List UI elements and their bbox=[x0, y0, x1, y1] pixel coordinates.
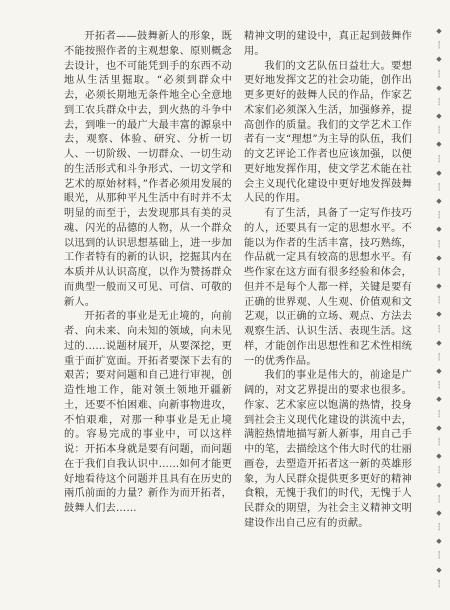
edge-mark: ┆ bbox=[436, 579, 442, 588]
edge-mark: ┆ bbox=[436, 551, 442, 560]
right-paragraph-2: 我们的文艺队伍日益壮大。要想更好地发挥文艺的社会功能，创作出更多更好的鼓舞人民的作品，作家艺术家们必须深入生活，加强修养，提高创作的质量。我们的文学艺术工作者有一支“理想”为主导的队伍，我们的文艺评论工作者也应该加强，以便更好地发挥作用，使文学艺术能在社会主义现代化建设中更好地发挥鼓舞人民的作用。 bbox=[244, 60, 412, 205]
edge-mark: ┆ bbox=[436, 41, 442, 50]
right-paragraph-1: 精神文明的建设中，真正起到鼓舞作用。 bbox=[244, 31, 412, 57]
edge-mark: ┆ bbox=[436, 437, 442, 446]
edge-mark: ◆ bbox=[436, 565, 442, 574]
edge-mark: ◆ bbox=[436, 112, 442, 121]
edge-mark: ┆ bbox=[436, 69, 442, 78]
edge-mark: ◆ bbox=[436, 140, 442, 149]
edge-mark: ┆ bbox=[436, 126, 442, 135]
edge-mark: ◆ bbox=[436, 508, 442, 517]
edge-mark: ◆ bbox=[436, 452, 442, 461]
right-paragraph-4: 我们的事业是伟大的，前途是广阔的，对文艺界提出的要求也很多。作家、艺术家应以饱满的热情，投身到社会主义现代化建设的洪流中去，满腔热情地描写新人新事，用自己手中的笔，去描绘这个伟大时代的壮丽画卷，去塑造开拓者这一新的英雄形象，为人民群众提供更多更好的精神食粮，无愧于我们的时代，无愧于人民群众的期望，为社会主义精神文明建设作出自己应有的贡献。 bbox=[244, 370, 412, 529]
edge-mark: ◆ bbox=[436, 282, 442, 291]
edge-mark: ┆ bbox=[436, 239, 442, 248]
edge-mark: ◆ bbox=[436, 423, 442, 432]
edge-mark: ◆ bbox=[436, 338, 442, 347]
edge-mark: ┆ bbox=[436, 409, 442, 418]
edge-mark: ┆ bbox=[436, 494, 442, 503]
edge-mark: ┆ bbox=[436, 324, 442, 333]
edge-mark: ┆ bbox=[436, 154, 442, 163]
edge-mark: ┆ bbox=[436, 466, 442, 475]
edge-mark: ◆ bbox=[436, 27, 442, 35]
edge-mark: ◆ bbox=[436, 395, 442, 404]
edge-mark: ◆ bbox=[436, 480, 442, 489]
left-text-column bbox=[64, 30, 232, 590]
edge-mark: ◆ bbox=[436, 83, 442, 92]
edge-mark: ◆ bbox=[436, 537, 442, 546]
page-edge-border bbox=[434, 28, 444, 588]
edge-mark: ┆ bbox=[436, 381, 442, 390]
edge-mark: ◆ bbox=[436, 168, 442, 177]
edge-mark: ◆ bbox=[436, 55, 442, 64]
edge-mark: ┆ bbox=[436, 182, 442, 191]
edge-mark: ┆ bbox=[436, 97, 442, 106]
right-paragraph-3: 有了生活，具备了一定写作技巧的人，还要具有一定的思想水平。不能以为作者的生活丰富，技巧熟练，作品就一定具有较高的思想水平。有些作家在这方面有很多经验和体会，但并不是每个人都一样，关键是要有正确的世界观、人生观、价值观和文艺观，以正确的立场、观点、方法去观察生活、认识生活、表现生活。这样，才能创作出思想性和艺术性相统一的优秀作品。 bbox=[244, 208, 412, 367]
edge-mark: ◆ bbox=[436, 367, 442, 376]
edge-mark: ┆ bbox=[436, 296, 442, 305]
edge-mark: ┆ bbox=[436, 267, 442, 276]
left-paragraph-1: 开拓者——鼓舞新人的形象，既不能按照作者的主观想象、原则概念去设计，也不可能凭到手的东西不动地从生活里掘取。“必须到群众中去，必须长期地无条件地全心全意地到工农兵群众中去，到火热的斗争中去，到唯一的最广大最丰富的源泉中去，观察、体验、研究、分析一切人、一切阶级、一切群众、一切生动的生活形式和斗争形式、一切文学和艺术的原始材料，”作者必须用发展的眼光，从那种平凡生活中有时并不太明显的而至于，去发现那具有美的灵魂、闪光的品德的人物，从一个群众以迅到的认识思想基础上，进一步加工作者特有的新的认识，挖掘其内在本质并从认识高度，以作为赞扬群众而典型一般而又可见、可信、可敬的新人。 bbox=[64, 31, 232, 308]
edge-mark: ◆ bbox=[436, 225, 442, 234]
left-paragraph-2: 开拓者的事业是无止境的，向前者、向未来、向未知的领域，向未见过的……说题材展开，从要深挖，更重于面扩宽面。开拓者要深下去有的艰苦；要对问题和自己进行审视，创造性地工作，能对领土领地开疆新土，还要不怕困难、向新事物进攻，不怕艰难，对那一种事业是无止境的。容易完成的事业中，可以这样说：开拓本身就是要有问题，而问题在于我们自我认识中……如何才能更好地看待这个问题并且具有在历史的兩爪前面的力量？新作为而开拓者，鼓舞人们去…… bbox=[64, 311, 232, 514]
edge-mark: ◆ bbox=[436, 197, 442, 206]
edge-mark: ┆ bbox=[436, 211, 442, 220]
edge-mark: ◆ bbox=[436, 310, 442, 319]
right-text-column bbox=[244, 30, 412, 590]
edge-mark: ┆ bbox=[436, 523, 442, 532]
edge-mark: ◆ bbox=[436, 253, 442, 262]
edge-mark: ┆ bbox=[436, 352, 442, 361]
